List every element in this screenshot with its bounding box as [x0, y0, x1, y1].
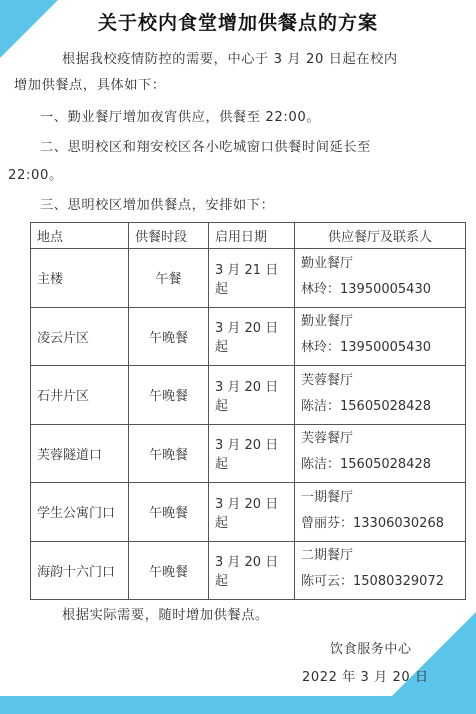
- table-row: [31, 307, 466, 366]
- item-1: 一、勤业餐厅增加夜宵供应，供餐至 22:00。: [40, 110, 321, 125]
- cell-meal: 午晚餐: [129, 541, 209, 600]
- header-location: 地点: [31, 223, 129, 249]
- canteen-name: 勤业餐厅: [301, 314, 354, 330]
- cell-date: 3 月 20 日起: [209, 424, 295, 483]
- item-2-line-1: 二、思明校区和翔安校区各小吃城窗口供餐时间延长至: [40, 140, 371, 155]
- document-title: 关于校内食堂增加供餐点的方案: [97, 12, 378, 34]
- cell-canteen-contact: [295, 366, 466, 425]
- signature-date: 2022 年 3 月 20 日: [302, 670, 429, 685]
- table-row: [31, 483, 466, 542]
- contact-person: 陈洁：15605028428: [301, 398, 431, 414]
- cell-meal: 午晚餐: [129, 483, 209, 542]
- cell-meal: 午晚餐: [129, 424, 209, 483]
- cell-location: 海韵十六门口: [31, 541, 129, 600]
- cell-canteen-contact: [295, 483, 466, 542]
- cell-meal: 午晚餐: [129, 366, 209, 425]
- intro-line-2: 增加供餐点，具体如下：: [14, 78, 166, 93]
- header-meal-period: 供餐时段: [129, 223, 209, 249]
- cell-date: 3 月 20 日起: [209, 541, 295, 600]
- cell-location: 主楼: [31, 249, 129, 308]
- canteen-name: 勤业餐厅: [301, 255, 354, 271]
- header-start-date: 启用日期: [209, 223, 295, 249]
- item-2-line-2: 22:00。: [8, 168, 63, 183]
- contact-person: 曾丽芬：13306030268: [301, 515, 444, 531]
- canteen-name: 芙蓉餐厅: [301, 372, 354, 388]
- cell-date: 3 月 20 日起: [209, 366, 295, 425]
- canteen-name: 芙蓉餐厅: [301, 431, 354, 447]
- cell-meal: 午晚餐: [129, 307, 209, 366]
- table-row: [31, 249, 466, 308]
- signature-org: 饮食服务中心: [330, 642, 412, 657]
- contact-person: 陈可云：15080329072: [301, 574, 444, 590]
- cell-location: 石井片区: [31, 366, 129, 425]
- contact-person: 林玲：13950005430: [301, 281, 431, 297]
- cell-location: 凌云片区: [31, 307, 129, 366]
- cell-date: 3 月 21 日起: [209, 249, 295, 308]
- cell-canteen-contact: [295, 249, 466, 308]
- cell-date: 3 月 20 日起: [209, 307, 295, 366]
- canteen-name: 一期餐厅: [301, 489, 354, 505]
- item-3: 三、思明校区增加供餐点，安排如下：: [40, 198, 275, 213]
- table-row: [31, 541, 466, 600]
- canteen-name: 二期餐厅: [301, 548, 354, 564]
- schedule-table: [30, 222, 466, 600]
- cell-canteen-contact: [295, 541, 466, 600]
- cell-date: 3 月 20 日起: [209, 483, 295, 542]
- cell-canteen-contact: [295, 307, 466, 366]
- closing-note: 根据实际需要，随时增加供餐点。: [62, 608, 269, 623]
- contact-person: 林玲：13950005430: [301, 340, 431, 356]
- table-row: [31, 366, 466, 425]
- intro-line-1: 根据我校疫情防控的需要，中心于 3 月 20 日起在校内: [62, 52, 398, 67]
- bottom-accent-bar: [0, 696, 476, 714]
- cell-location: 芙蓉隧道口: [31, 424, 129, 483]
- contact-person: 陈洁：15605028428: [301, 457, 431, 473]
- cell-meal: 午餐: [129, 249, 209, 308]
- table-header-row: [31, 223, 466, 249]
- header-canteen-contact: 供应餐厅及联系人: [295, 223, 466, 249]
- table-row: [31, 424, 466, 483]
- cell-location: 学生公寓门口: [31, 483, 129, 542]
- cell-canteen-contact: [295, 424, 466, 483]
